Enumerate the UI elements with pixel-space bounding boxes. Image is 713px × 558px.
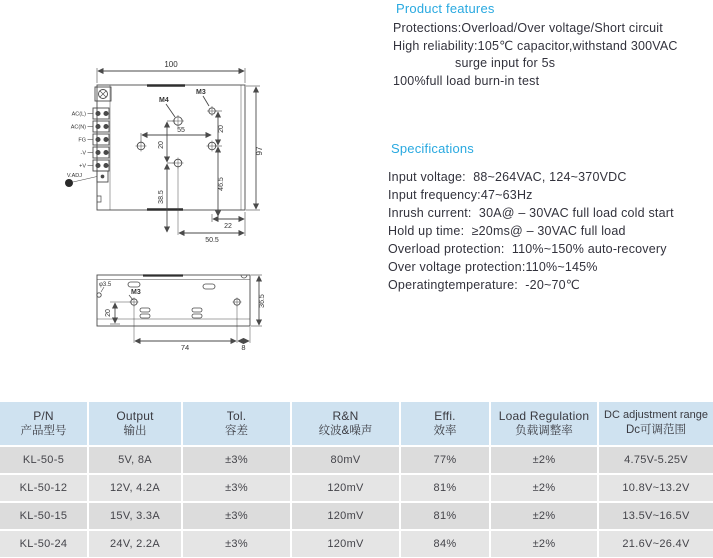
dim-20-center: 20 [158,141,165,149]
feature-line: 100%full load burn-in test [393,73,540,88]
dim-55: 55 [177,127,185,134]
table-cell: 4.75V-5.25V [599,447,713,473]
dim-38-5: 38.5 [158,190,165,204]
dim-46-5: 46.5 [218,177,225,191]
terminal-block [93,108,109,171]
specifications-section [388,141,713,294]
table-cell: 12V, 4.2A [89,475,181,501]
feature-line: High reliability:105℃ capacitor,withstand 300VAC [393,38,678,53]
top-view-drawing [65,60,264,244]
product-features-title: Product features [396,1,495,16]
table-cell: KL-50-12 [0,475,87,501]
header-cell: Tol. 容差 [183,402,290,445]
table-cell: ±2% [491,503,597,529]
adjust-knob-icon [65,179,73,187]
spec-line: Hold up time: ≥20ms@ – 30VAC full load [388,224,626,238]
table-cell: 120mV [292,475,399,501]
mounting-holes-side [130,298,242,307]
drawing-canvas [55,56,310,361]
terminal-label-acl: AC(L) [71,111,86,118]
side-view-drawing [97,275,266,352]
spec-line: Input voltage: 88~264VAC, 124~370VDC [388,170,627,184]
dim-100: 100 [164,60,178,69]
spec-line: Overload protection: 110%~150% auto-recovery [388,242,667,256]
label-m4: M4 [159,97,169,104]
dim-20-right: 20 [218,125,225,133]
terminal-label-fg: FG [78,137,86,144]
table-cell: 84% [401,531,489,557]
table-cell: 21.6V~26.4V [599,531,713,557]
table-cell: ±2% [491,475,597,501]
spec-line: Input frequency:47~63Hz [388,188,533,202]
pot-label: V.ADJ [66,173,82,179]
label-m3-top: M3 [196,89,206,96]
dim-50-5: 50.5 [205,237,219,244]
table-cell: KL-50-24 [0,531,87,557]
feature-line: surge input for 5s [455,56,556,70]
dim-74: 74 [180,343,190,352]
dim-36-5: 36.5 [259,294,266,308]
label-m3-side: M3 [131,289,141,296]
hole-dia-label: φ3.5 [99,282,112,288]
spec-line: Operatingtemperature: -20~70℃ [388,278,581,292]
terminal-label-acn: AC(N) [70,124,86,131]
table-cell: ±2% [491,447,597,473]
table-cell: 10.8V~13.2V [599,475,713,501]
specifications-title: Specifications [391,141,475,156]
table-cell: 80mV [292,447,399,473]
dim-22: 22 [224,223,232,230]
vent-slots [128,282,215,318]
table-cell: 15V, 3.3A [89,503,181,529]
table-cell: ±3% [183,503,290,529]
table-cell: ±3% [183,475,290,501]
table-cell: 77% [401,447,489,473]
table-cell: 5V, 8A [89,447,181,473]
mounting-holes-top [136,106,218,169]
table-cell: 81% [401,503,489,529]
product-features-section [393,1,713,90]
table-cell: 13.5V~16.5V [599,503,713,529]
feature-line: Protections:Overload/Over voltage/Short circuit [393,21,663,35]
terminal-label-negv: -V [80,150,86,157]
header-cell: R&N 纹波&噪声 [292,402,399,445]
table-cell: 120mV [292,531,399,557]
spec-line: Over voltage protection:110%~145% [388,260,598,274]
table-cell: 24V, 2.2A [89,531,181,557]
dim-8: 8 [241,343,246,352]
table-cell: ±3% [183,447,290,473]
spec-line: Inrush current: 30A@ – 30VAC full load cold start [388,206,674,220]
table-cell: KL-50-15 [0,503,87,529]
table-cell: ±3% [183,531,290,557]
header-cell: DC adjustment range Dc可调范围 [599,402,713,445]
table-cell: KL-50-5 [0,447,87,473]
model-spec-table [0,402,713,557]
dim-20-side: 20 [105,309,112,317]
table-cell: 120mV [292,503,399,529]
header-cell: Load Regulation 负载调整率 [491,402,597,445]
terminal-label-posv: +V [79,163,86,170]
header-cell: P/N 产品型号 [0,402,87,445]
header-cell: Output 输出 [89,402,181,445]
dim-97: 97 [255,146,264,156]
dimension-drawings [55,56,310,361]
table-cell: 81% [401,475,489,501]
table-cell: ±2% [491,531,597,557]
header-cell: Effi. 效率 [401,402,489,445]
